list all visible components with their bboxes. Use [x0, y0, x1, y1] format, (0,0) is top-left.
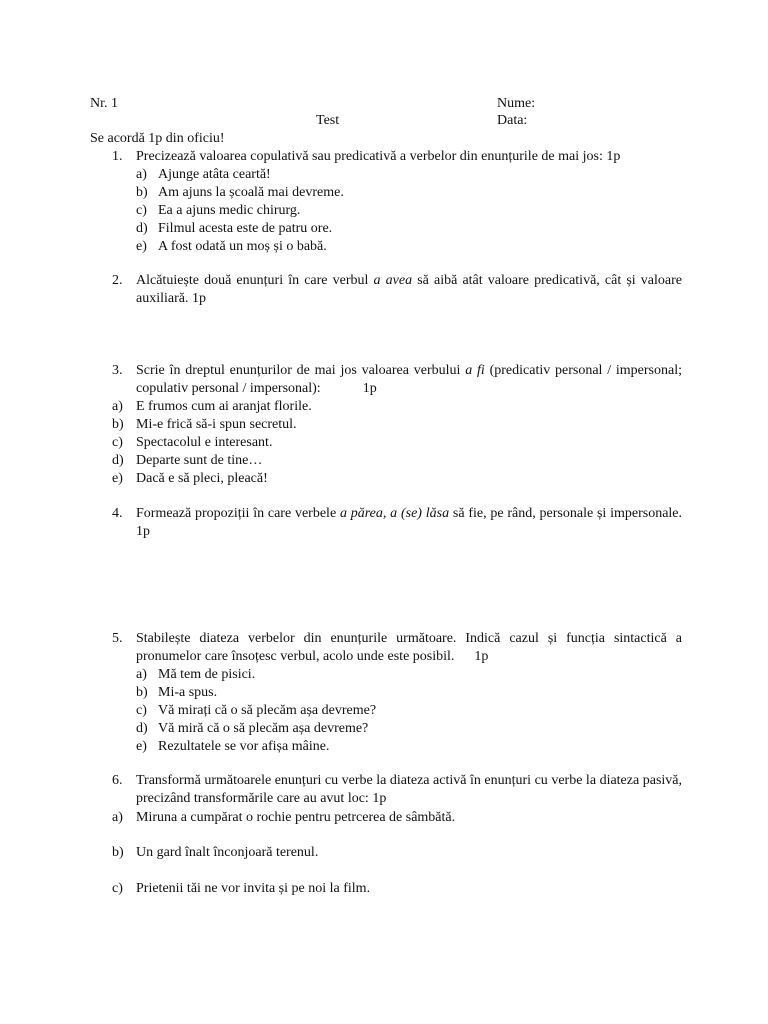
question-number: 6. [112, 773, 123, 788]
list-item: c) Prietenii tăi ne vor invita și pe noi la film. [112, 881, 371, 896]
date-label: Data: [497, 113, 528, 128]
list-item: c) Ea a ajuns medic chirurg. [136, 203, 301, 218]
question-text: Alcătuiește două enunțuri în care verbul a avea să aibă atât valoare predicativă, cât și valoare auxiliară. 1p [136, 273, 682, 306]
name-label: Nume: [497, 96, 536, 111]
list-item: c) Vă mirați că o să plecăm așa devreme? [136, 703, 377, 718]
list-item: b) Mi-a spus. [136, 685, 218, 700]
list-item: e) Rezultatele se vor afișa mâine. [136, 739, 330, 754]
list-item: c) Spectacolul e interesant. [112, 435, 273, 450]
question-4 [112, 505, 682, 541]
question-5 [112, 630, 682, 756]
list-item: e) Dacă e să pleci, pleacă! [112, 471, 268, 486]
question-text: Precizează valoarea copulativă sau predicativă a verbelor din enunțurile de mai jos: 1p [136, 149, 621, 164]
question-1 [112, 148, 682, 256]
list-item: d) Filmul acesta este de patru ore. [136, 221, 333, 236]
question-number: 3. [112, 363, 123, 378]
question-text: Scrie în dreptul enunțurilor de mai jos valoarea verbului a fi (predicativ personal / impersonal; copulativ personal / impersonal): 1p [136, 363, 682, 396]
question-1-items [136, 166, 682, 256]
list-item: d) Departe sunt de tine… [112, 453, 263, 468]
question-3-items [112, 398, 312, 488]
question-text: Formează propoziții în care verbele a părea, a (se) lăsa să fie, pe rând, personale și impersonale. 1p [136, 506, 683, 539]
points-label: 1p [362, 381, 377, 396]
question-text: Stabilește diateza verbelor din enunțurile următoare. Indică cazul și funcția sintactică a pronumelor care însoțesc verbul, acolo unde este posibil. 1p [136, 631, 682, 664]
question-3 [112, 362, 682, 398]
list-item: a) Mă tem de pisici. [136, 667, 256, 682]
test-title: Test [316, 113, 340, 128]
list-item: e) A fost odată un moș și o babă. [136, 239, 327, 254]
question-number: 4. [112, 506, 123, 521]
list-item: a) Ajunge atâta ceartă! [136, 167, 271, 182]
test-number: Nr. 1 [90, 96, 118, 111]
question-number: 5. [112, 631, 123, 646]
question-2 [112, 272, 682, 308]
list-item: d) Vă miră că o să plecăm așa devreme? [136, 721, 369, 736]
question-text: Transformă următoarele enunțuri cu verbe la diateza activă în enunțuri cu verbe la diateza pasivă, precizând transformările care au avut loc: 1p [136, 773, 682, 806]
question-6 [112, 772, 682, 808]
list-item: b) Mi-e frică să-i spun secretul. [112, 417, 297, 432]
points-label: 1p [474, 649, 489, 664]
question-number: 2. [112, 273, 123, 288]
question-number: 1. [112, 149, 123, 164]
list-item: a) E frumos cum ai aranjat florile. [112, 399, 312, 414]
list-item: a) Miruna a cumpărat o rochie pentru petrcerea de sâmbătă. [112, 810, 456, 825]
oficiu-note: Se acordă 1p din oficiu! [90, 131, 225, 146]
list-item: b) Un gard înalt înconjoară terenul. [112, 845, 319, 860]
list-item: b) Am ajuns la școală mai devreme. [136, 185, 344, 200]
question-5-items [136, 666, 682, 756]
